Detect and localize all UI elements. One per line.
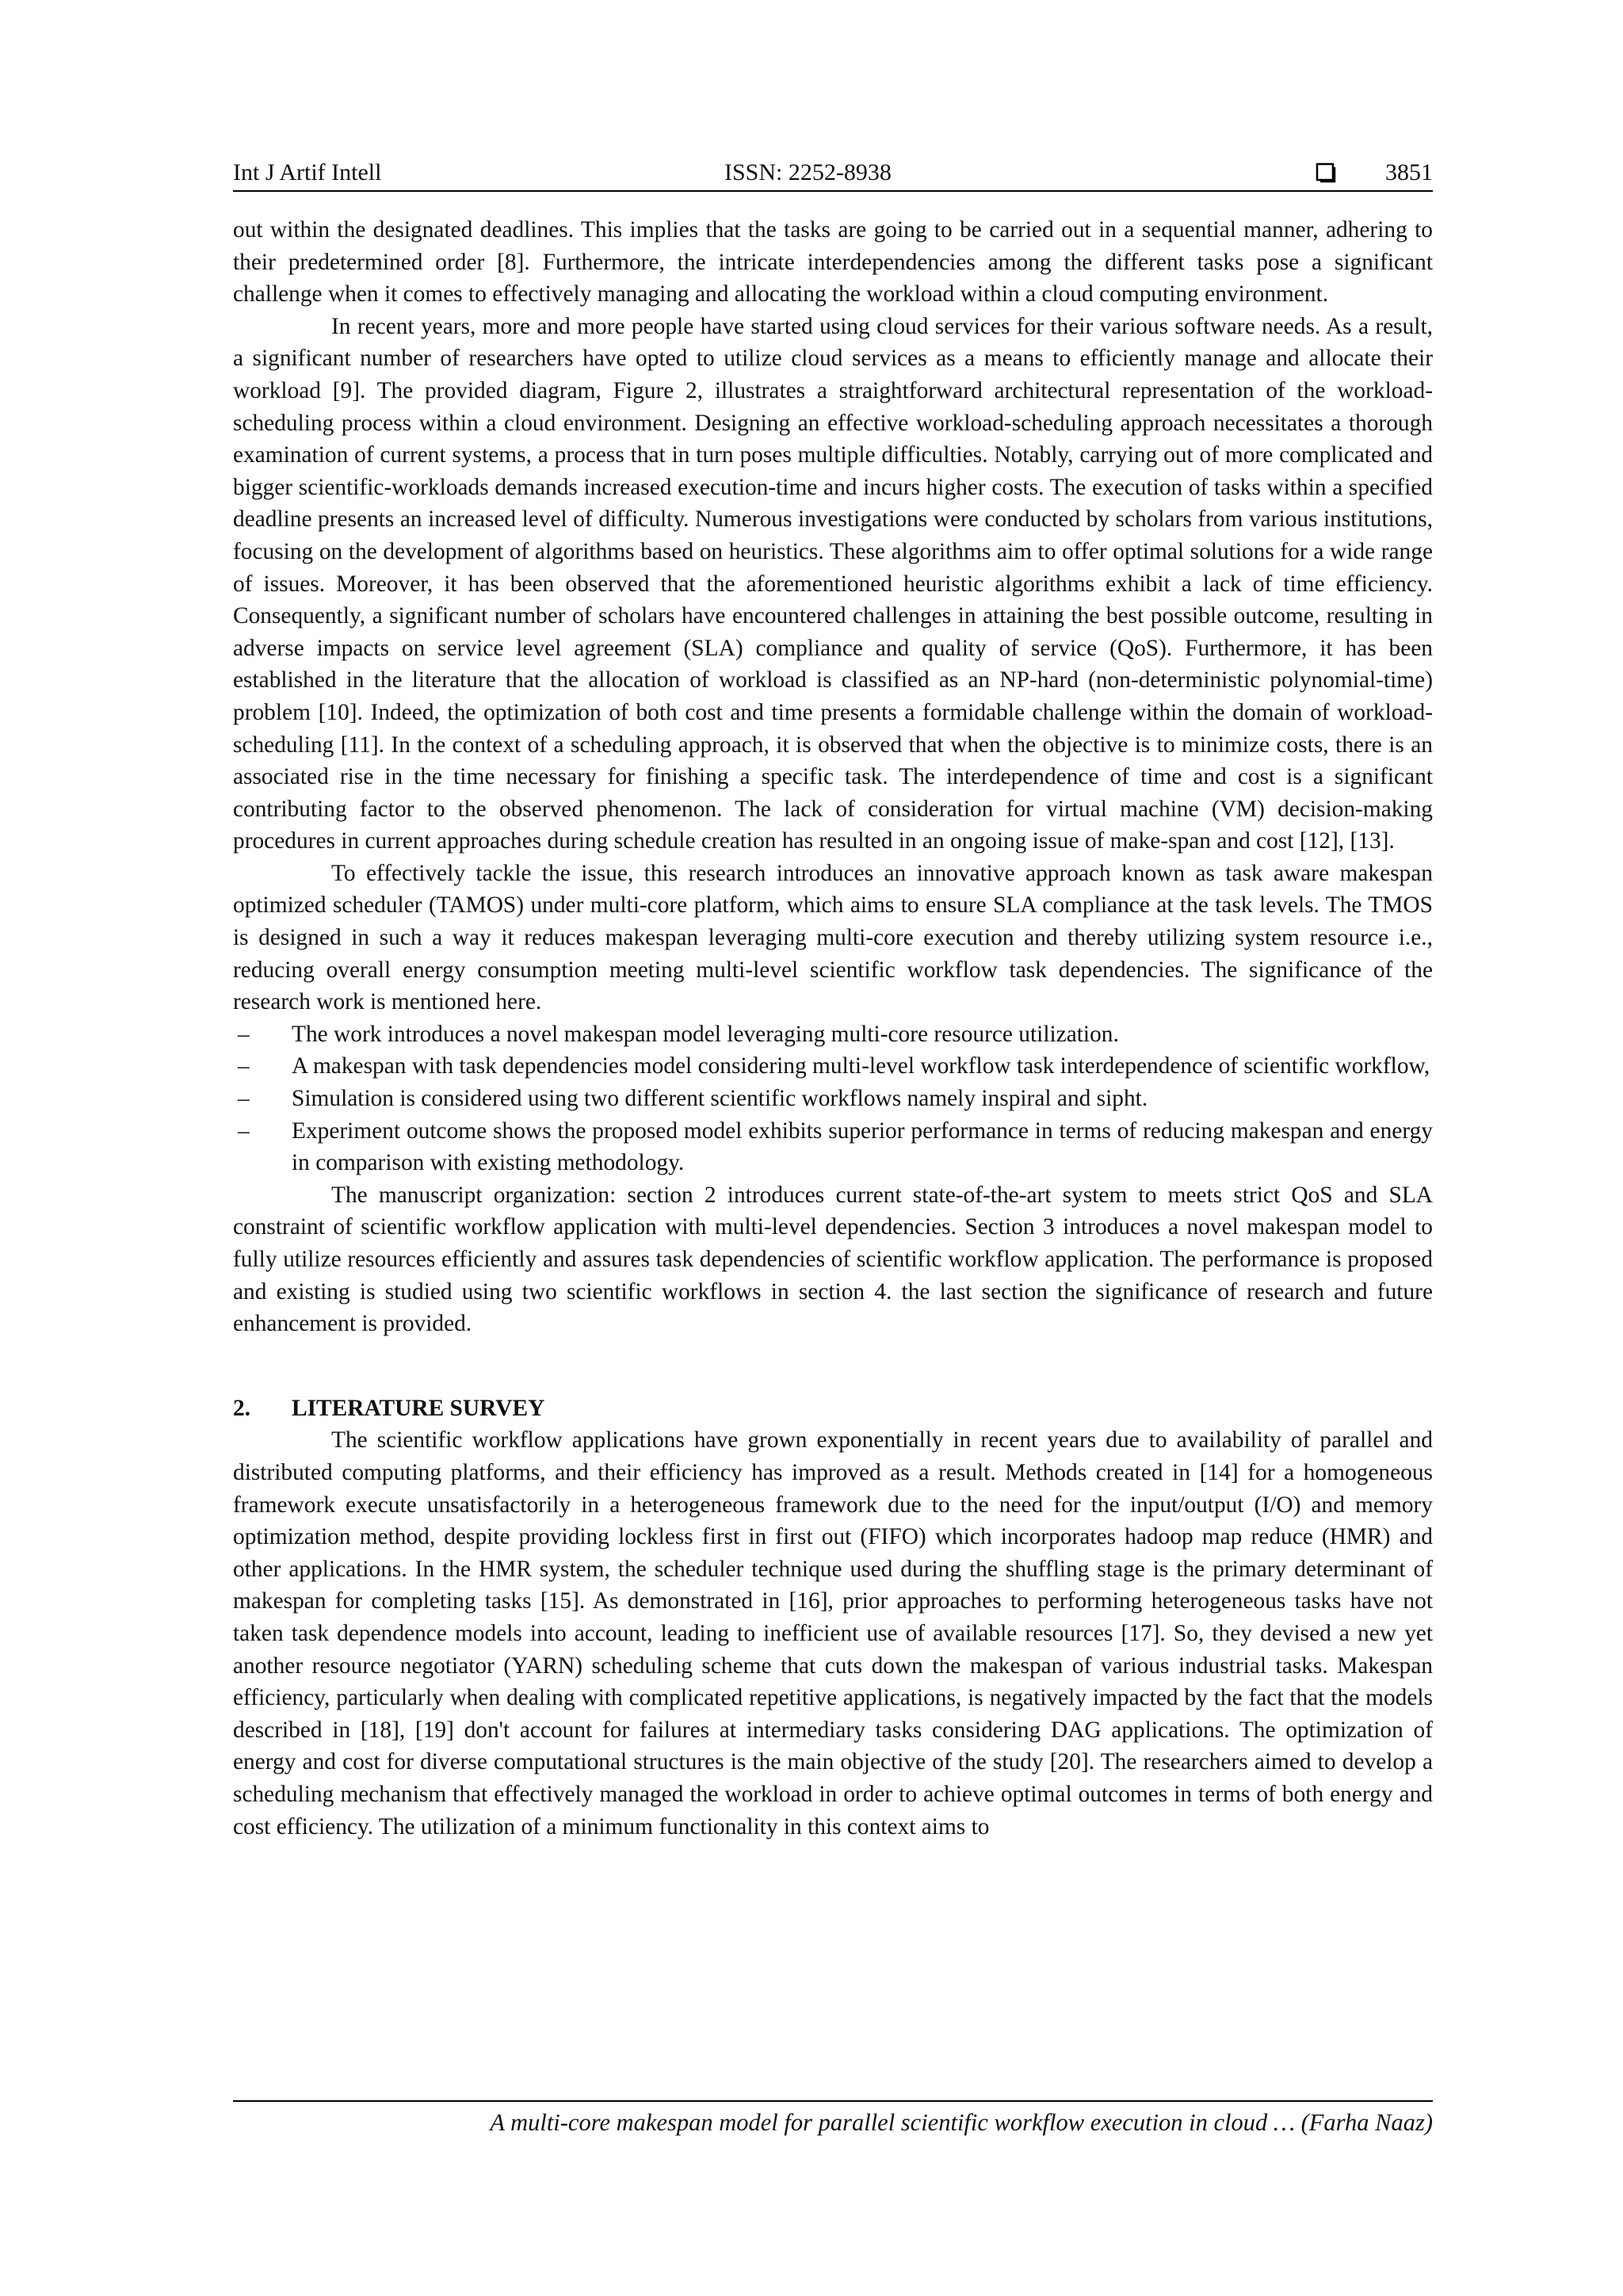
running-header [233,155,1433,192]
dash-bullet: – [238,1021,250,1047]
dash-bullet: – [238,1086,250,1112]
section-title: LITERATURE SURVEY [292,1395,545,1421]
issn-label: ISSN: 2252-8938 [724,159,892,185]
journal-name: Int J Artif Intell [233,159,382,185]
body-text [233,214,1433,1843]
page-number: 3851 [1385,159,1433,185]
dash-bullet: – [238,1053,250,1079]
square-outline-icon [1316,162,1336,183]
list-item [233,1083,1433,1115]
list-item [233,1050,1433,1083]
dash-bullet: – [238,1117,250,1144]
footer-text: A multi-core makespan model for parallel scientific workflow execution in cloud … (Farha Naaz) [490,2109,1433,2136]
paper-page [233,0,1433,2296]
running-footer [233,2100,1433,2138]
list-item-text: Simulation is considered using two different scientific workflows namely inspiral and sipht. [292,1086,1148,1112]
paragraph: To effectively tackle the issue, this research introduces an innovative approach known as task aware makespan optimized scheduler (TAMOS) under multi-core platform, which aims to ensure SLA compliance at the task levels. The TMOS is designed in such a way it reduces makespan leveraging multi-core execution and thereby utilizing system resource i.e., reducing overall energy consumption meeting multi-level scientific workflow task dependencies. The significance of the research work is mentioned here. [233,860,1433,1015]
list-item [233,1018,1433,1051]
paragraph: The scientific workflow applications have grown exponentially in recent years due to availability of parallel and distributed computing platforms, and their efficiency has improved as a result. Methods created in [14] for a homogeneous framework execute unsatisfactorily in a heterogeneous framework due to the need for the input/output (I/O) and memory optimization method, despite providing lockless first in first out (FIFO) which incorporates hadoop map reduce (HMR) and other applications. In the HMR system, the scheduler technique used during the shuffling stage is the primary determinant of makespan for completing tasks [15]. As demonstrated in [16], prior approaches to performing heterogeneous tasks have not taken task dependence models into account, leading to inefficient use of available resources [17]. So, they devised a new yet another resource negotiator (YARN) scheduling scheme that cuts down the makespan of various industrial tasks. Makespan efficiency, particularly when dealing with complicated repetitive applications, is negatively impacted by the fact that the models described in [18], [19] don't account for failures at intermediary tasks considering DAG applications. The optimization of energy and cost for diverse computational structures is the main objective of the study [20]. The researchers aimed to develop a scheduling mechanism that effectively managed the workload in order to achieve optimal outcomes in terms of both energy and cost efficiency. The utilization of a minimum functionality in this context aims to [233,1427,1433,1839]
list-item-text: A makespan with task dependencies model considering multi-level workflow task interdependence of scientific workflow, [292,1053,1430,1079]
section-number: 2. [233,1395,251,1421]
contribution-list [233,1018,1433,1179]
list-item-text: Experiment outcome shows the proposed model exhibits superior performance in terms of reducing makespan and energy in comparison with existing methodology. [292,1117,1433,1176]
paragraph: The manuscript organization: section 2 introduces current state-of-the-art system to meets strict QoS and SLA constraint of scientific workflow application with multi-level dependencies. Section 3 introduces a novel makespan model to fully utilize resources efficiently and assures task dependencies of scientific workflow application. The performance is proposed and existing is studied using two scientific workflows in section 4. the last section the significance of research and future enhancement is provided. [233,1182,1433,1337]
section-heading [233,1392,1433,1425]
paragraph: out within the designated deadlines. This implies that the tasks are going to be carried out in a sequential manner, adhering to their predetermined order [8]. Furthermore, the intricate interdependencies among the different tasks pose a significant challenge when it comes to effectively managing and allocating the workload within a cloud computing environment. [233,217,1433,308]
list-item-text: The work introduces a novel makespan model leveraging multi-core resource utilization. [292,1021,1119,1047]
paragraph: In recent years, more and more people have started using cloud services for their various software needs. As a result, a significant number of researchers have opted to utilize cloud services as a means to efficiently manage and allocate their workload [9]. The provided diagram, Figure 2, illustrates a straightforward architectural representation of the workload-scheduling process within a cloud environment. Designing an effective workload-scheduling approach necessitates a thorough examination of current systems, a process that in turn poses multiple difficulties. Notably, carrying out of more complicated and bigger scientific-workloads demands increased execution-time and incurs higher costs. The execution of tasks within a specified deadline presents an increased level of difficulty. Numerous investigations were conducted by scholars from various institutions, focusing on the development of algorithms based on heuristics. These algorithms aim to offer optimal solutions for a wide range of issues. Moreover, it has been observed that the aforementioned heuristic algorithms exhibit a lack of time efficiency. Consequently, a significant number of scholars have encountered challenges in attaining the best possible outcome, resulting in adverse impacts on service level agreement (SLA) compliance and quality of service (QoS). Furthermore, it has been established in the literature that the allocation of workload is classified as an NP-hard (non-deterministic polynomial-time) problem [10]. Indeed, the optimization of both cost and time presents a formidable challenge within the domain of workload-scheduling [11]. In the context of a scheduling approach, it is observed that when the objective is to minimize costs, there is an associated rise in the time necessary for finishing a specific task. The interdependence of time and cost is a significant contributing factor to the observed phenomenon. The lack of consideration for virtual machine (VM) decision-making procedures in current approaches during schedule creation has resulted in an ongoing issue of make-span and cost [12], [13]. [233,313,1433,854]
list-item [233,1115,1433,1179]
